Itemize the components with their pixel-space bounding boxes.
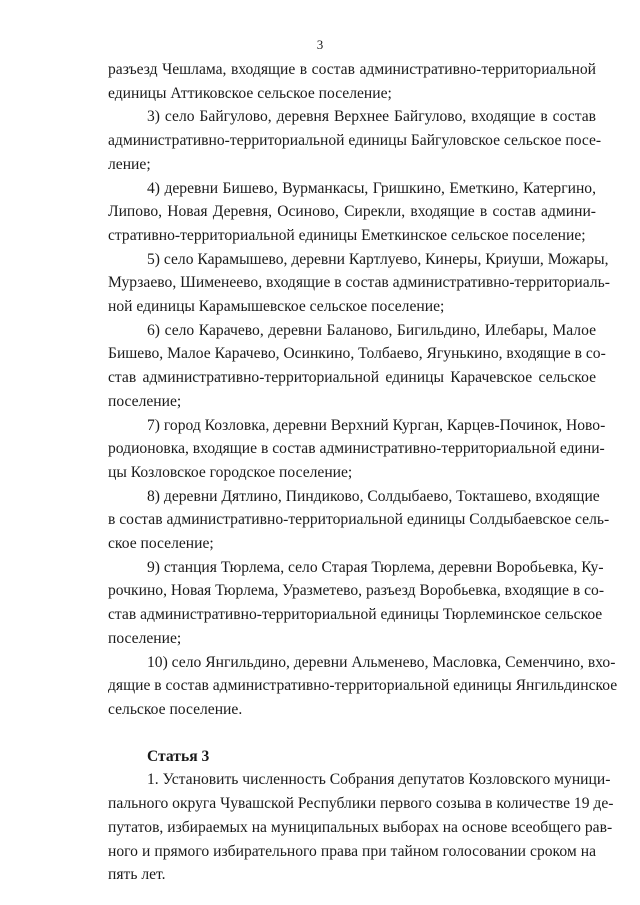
text-line: цы Козловское городское поселение;	[108, 463, 353, 481]
text-line: ское поселение;	[108, 535, 214, 553]
article-paragraph-container	[108, 768, 614, 887]
text-line: путатов, избираемых на муниципальных выборах на основе всеобщего рав-	[108, 818, 613, 836]
paragraph-p6	[108, 319, 606, 414]
text-line: 8) деревни Дятлино, Пиндиково, Солдыбаево, Токташево, входящие	[147, 487, 600, 505]
text-line: ной единицы Карамышевское сельское поселение;	[108, 298, 445, 316]
text-line: пять лет.	[108, 866, 166, 884]
text-line: поселение;	[108, 392, 182, 410]
paragraph-p5	[108, 248, 610, 319]
text-line: став административно-территориальной единицы Тюрлеминское сельское	[108, 606, 603, 624]
text-line: 1. Установить численность Собрания депутатов Козловского муници-	[147, 771, 611, 789]
text-line: стративно-территориальной единицы Еметкинское сельское поселение;	[108, 226, 586, 244]
text-line: 7) город Козловка, деревни Верхний Курган, Карцев-Починок, Ново-	[147, 416, 606, 434]
text-line: ление;	[108, 155, 151, 173]
paragraph-p7	[108, 414, 606, 485]
paragraph-p3	[108, 105, 602, 176]
paragraph-list	[108, 58, 618, 722]
paragraph-a3p1	[108, 768, 614, 887]
text-line: ного и прямого избирательного права при тайном голосовании сроком на	[108, 842, 596, 860]
text-line: единицы Аттиковское сельское поселение;	[108, 84, 392, 102]
text-line: рочкино, Новая Тюрлема, Уразметево, разъезд Воробьевка, входящие в со-	[108, 582, 605, 600]
text-line: 10) село Янгильдино, деревни Альменево, Масловка, Семенчино, вхо-	[147, 653, 616, 671]
text-line: разъезд Чешлама, входящие в состав административно-территориальной	[108, 61, 596, 78]
text-line: Липово, Новая Деревня, Осиново, Сирекли, входящие в состав админи-	[108, 203, 596, 221]
text-line: 6) село Карачево, деревни Баланово, Бигильдино, Илебары, Малое	[147, 321, 596, 339]
text-line: в состав административно-территориальной единицы Солдыбаевское сель-	[108, 511, 610, 529]
text-line: 4) деревни Бишево, Вурманкасы, Гришкино, Еметкино, Катергино,	[147, 179, 596, 197]
text-line: дящие в состав административно-территориальной единицы Янгильдинское	[108, 677, 618, 695]
paragraph-p4	[108, 177, 596, 248]
text-line: поселение;	[108, 629, 182, 647]
document-body	[108, 58, 618, 887]
paragraph-p10	[108, 651, 618, 722]
page-number: 3	[316, 37, 324, 52]
text-line: родионовка, входящие в состав административно-территориальной едини-	[108, 440, 605, 458]
text-line: 5) село Карамышево, деревни Картлуево, Кинеры, Криуши, Можары,	[147, 250, 609, 268]
paragraph-p8	[108, 485, 610, 556]
article-heading: Статья 3	[147, 747, 210, 765]
text-line: 3) село Байгулово, деревня Верхнее Байгулово, входящие в состав	[147, 108, 596, 126]
text-line: пального округа Чувашской Республики первого созыва в количестве 19 де-	[108, 795, 614, 813]
text-line: Мурзаево, Шименеево, входящие в состав административно-территориаль-	[108, 274, 610, 292]
paragraph-p9	[108, 556, 605, 651]
text-line: став административно-территориальной единицы Карачевское сельское	[108, 369, 596, 387]
paragraph-p0	[108, 58, 596, 105]
text-line: Бишево, Малое Карачево, Осинкино, Толбаево, Ягунькино, входящие в со-	[108, 345, 606, 363]
text-line: 9) станция Тюрлема, село Старая Тюрлема, деревни Воробьевка, Ку-	[147, 558, 604, 576]
text-line: административно-территориальной единицы Байгуловское сельское посе-	[108, 132, 602, 150]
text-line: сельское поселение.	[108, 700, 243, 718]
